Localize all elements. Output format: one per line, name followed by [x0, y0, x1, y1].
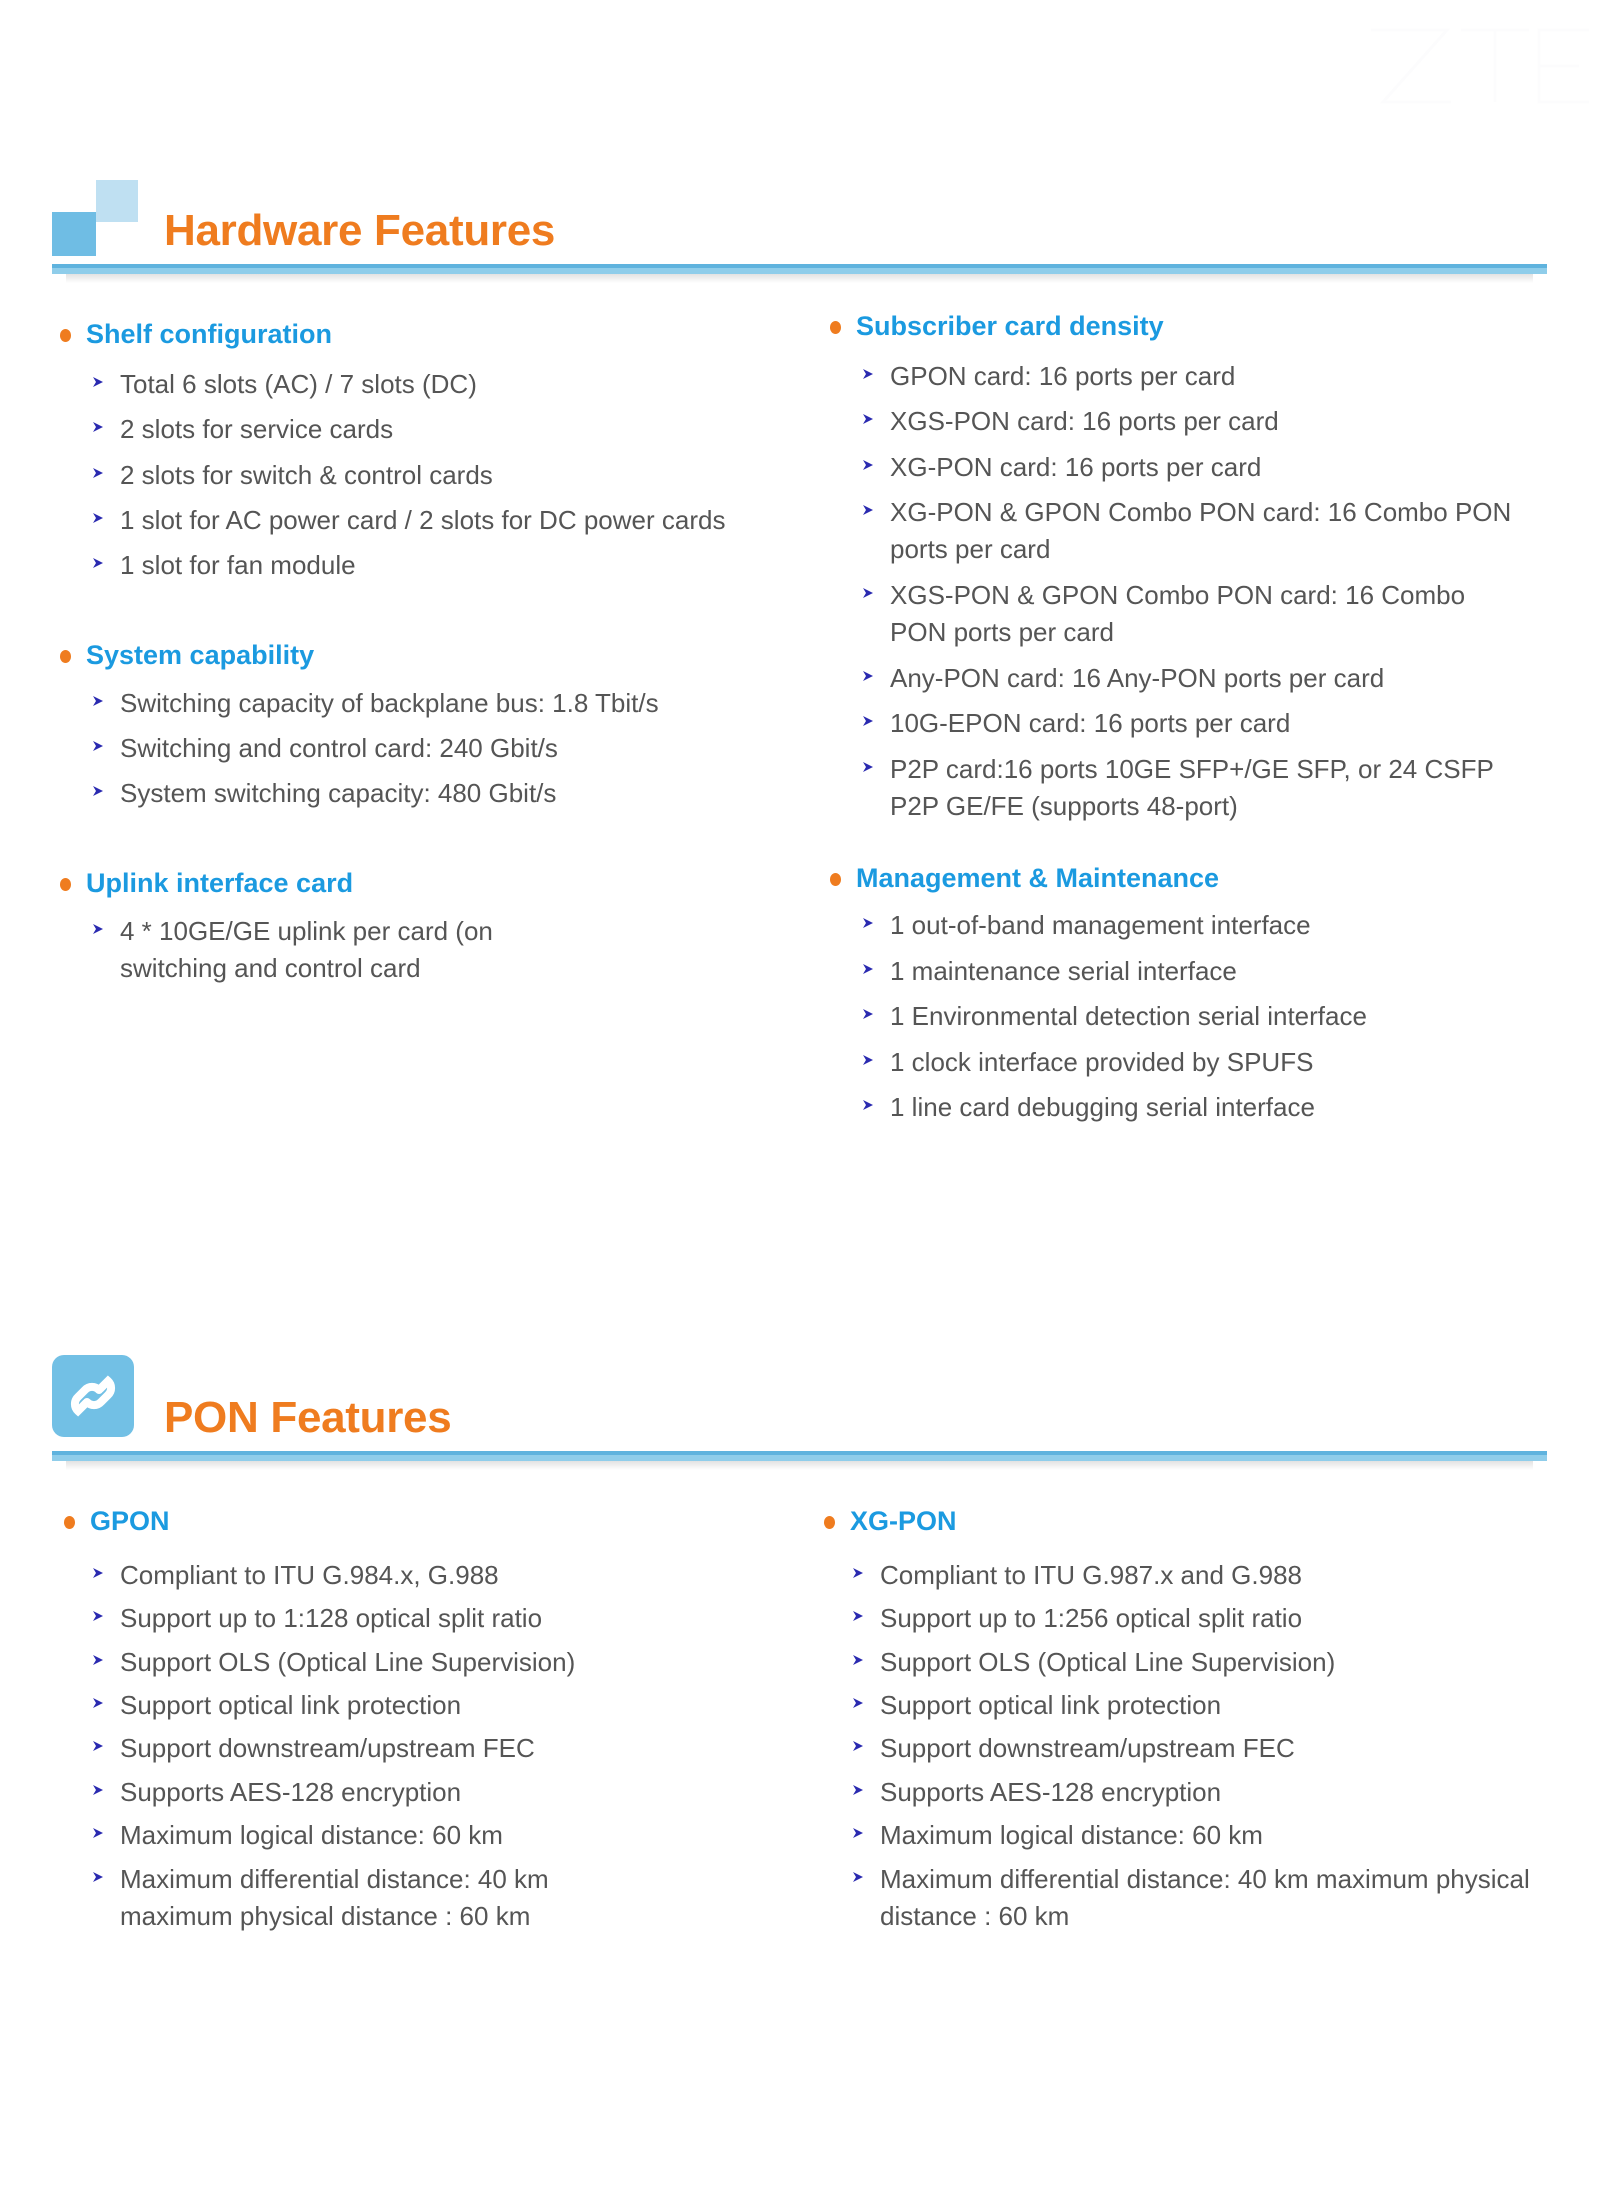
- list-item: [822, 577, 1547, 652]
- orange-bullet-icon: [824, 1516, 835, 1529]
- list-item: [52, 913, 842, 988]
- arrow-bullet-icon: [90, 783, 106, 799]
- list-item: [52, 685, 842, 722]
- column-left: [52, 320, 842, 987]
- list-item-text: Support downstream/upstream FEC: [120, 1733, 535, 1764]
- list-item-text: 1 slot for fan module: [120, 550, 356, 581]
- list-item: [822, 494, 1547, 569]
- arrow-bullet-icon: [90, 1782, 106, 1798]
- list-item-text: 10G-EPON card: 16 ports per card: [890, 708, 1291, 739]
- orange-bullet-icon: [60, 329, 71, 342]
- list-item-text: Supports AES-128 encryption: [880, 1776, 1222, 1807]
- list-item: [822, 907, 1547, 944]
- list-item-text: 1 slot for AC power card / 2 slots for DC power cards: [120, 505, 726, 535]
- list-item: [822, 705, 1547, 742]
- arrow-bullet-icon: [90, 693, 106, 709]
- arrow-bullet-icon: [850, 1869, 866, 1885]
- list-item: [52, 1644, 842, 1681]
- square-light: [96, 180, 138, 222]
- arrow-bullet-icon: [860, 713, 876, 729]
- list-item-text: Support optical link protection: [880, 1690, 1222, 1720]
- group-shelf-configuration: [52, 320, 842, 585]
- arrow-bullet-icon: [850, 1565, 866, 1581]
- list-item-text: Compliant to ITU G.984.x, G.988: [120, 1559, 499, 1590]
- list-item: [822, 358, 1547, 395]
- list-item: [52, 1557, 842, 1594]
- list-item: [52, 1817, 842, 1854]
- arrow-bullet-icon: [90, 1738, 106, 1754]
- orange-bullet-icon: [64, 1516, 75, 1529]
- list-item-text: 2 slots for service cards: [120, 414, 394, 445]
- list-item-text: Switching and control card: 240 Gbit/s: [120, 733, 558, 763]
- list-item: [52, 457, 842, 494]
- arrow-bullet-icon: [90, 419, 106, 435]
- section-header: [52, 168, 1547, 260]
- list-item: [52, 1774, 842, 1811]
- list-item: [52, 730, 842, 767]
- column-right: [822, 312, 1547, 1126]
- group-heading: [822, 864, 1547, 894]
- link-chain-icon: [52, 1355, 134, 1437]
- list-item-text: Maximum logical distance: 60 km: [880, 1820, 1263, 1851]
- group-heading-label: Uplink interface card: [86, 867, 354, 898]
- arrow-bullet-icon: [850, 1652, 866, 1668]
- arrow-bullet-icon: [850, 1738, 866, 1754]
- arrow-bullet-icon: [90, 1608, 106, 1624]
- list-item-text: Maximum logical distance: 60 km: [120, 1820, 503, 1851]
- list-item-text: Support up to 1:256 optical split ratio: [880, 1603, 1303, 1634]
- arrow-bullet-icon: [860, 1052, 876, 1068]
- section-title: PON Features: [164, 1393, 452, 1442]
- list-item-text: Supports AES-128 encryption: [120, 1776, 462, 1807]
- orange-bullet-icon: [60, 650, 71, 663]
- square-dark: [52, 212, 96, 256]
- group-heading: [52, 1507, 842, 1537]
- orange-bullet-icon: [830, 873, 841, 886]
- arrow-bullet-icon: [90, 1869, 106, 1885]
- list-item: [822, 403, 1547, 440]
- list-item-text: GPON card: 16 ports per card: [890, 360, 1236, 391]
- list-item: [52, 775, 842, 812]
- section-title: Hardware Features: [164, 206, 556, 255]
- arrow-bullet-icon: [90, 1565, 106, 1581]
- list-item-text: P2P card:16 ports 10GE SFP+/GE SFP, or 24 CSFP P2P GE/FE (supports 48-port): [890, 753, 1494, 822]
- list-item: [52, 1687, 842, 1724]
- zte-watermark-logo: [1343, 6, 1593, 126]
- list-item: [812, 1644, 1547, 1681]
- list-item-text: 1 clock interface provided by SPUFS: [890, 1046, 1314, 1077]
- group-heading-label: GPON: [90, 1506, 170, 1536]
- list-item: [822, 449, 1547, 486]
- item-list: [822, 907, 1547, 1126]
- arrow-bullet-icon: [860, 411, 876, 427]
- list-item-text: 1 out-of-band management interface: [890, 910, 1311, 941]
- item-list: [52, 1557, 842, 1936]
- squares-logo-icon: [52, 180, 138, 256]
- list-item-text: Maximum differential distance: 40 km maximum physical distance : 60 km: [120, 1863, 549, 1932]
- list-item: [812, 1730, 1547, 1767]
- list-item: [812, 1817, 1547, 1854]
- arrow-bullet-icon: [90, 374, 106, 390]
- list-item-text: Compliant to ITU G.987.x and G.988: [880, 1559, 1302, 1590]
- list-item: [812, 1861, 1547, 1936]
- list-item: [822, 1044, 1547, 1081]
- list-item: [52, 411, 842, 448]
- arrow-bullet-icon: [860, 1006, 876, 1022]
- arrow-bullet-icon: [90, 1825, 106, 1841]
- group-management-maintenance: [822, 864, 1547, 1127]
- list-item: [822, 660, 1547, 697]
- list-item-text: 1 Environmental detection serial interface: [890, 1001, 1367, 1032]
- arrow-bullet-icon: [860, 915, 876, 931]
- arrow-bullet-icon: [860, 457, 876, 473]
- arrow-bullet-icon: [860, 502, 876, 518]
- list-item-text: 4 * 10GE/GE uplink per card (on switching and control card: [120, 915, 493, 983]
- arrow-bullet-icon: [860, 668, 876, 684]
- list-item: [52, 366, 842, 403]
- list-item: [52, 1730, 842, 1767]
- column-right: [812, 1507, 1547, 1936]
- section-pon-features: [52, 1355, 1547, 2025]
- group-heading-label: Management & Maintenance: [856, 862, 1220, 893]
- section-header: [52, 1355, 1547, 1447]
- list-item: [822, 998, 1547, 1035]
- section-divider: [52, 264, 1547, 278]
- arrow-bullet-icon: [90, 738, 106, 754]
- orange-bullet-icon: [60, 878, 71, 891]
- item-list: [822, 358, 1547, 826]
- list-item-text: Support downstream/upstream FEC: [880, 1733, 1295, 1764]
- list-item: [52, 547, 842, 584]
- item-list: [812, 1557, 1547, 1936]
- list-item-text: XGS-PON card: 16 ports per card: [890, 406, 1279, 437]
- list-item-text: 1 maintenance serial interface: [890, 955, 1237, 986]
- arrow-bullet-icon: [90, 510, 106, 526]
- list-item-text: 2 slots for switch & control cards: [120, 459, 493, 490]
- list-item-text: Support OLS (Optical Line Supervision): [120, 1646, 576, 1677]
- item-list: [52, 685, 842, 813]
- list-item: [812, 1687, 1547, 1724]
- arrow-bullet-icon: [850, 1825, 866, 1841]
- section-hardware-features: [52, 168, 1547, 1122]
- column-left: [52, 1507, 842, 1936]
- group-system-capability: [52, 641, 842, 813]
- arrow-bullet-icon: [90, 1695, 106, 1711]
- list-item-text: XGS-PON & GPON Combo PON card: 16 Combo PON ports per card: [890, 579, 1466, 648]
- group-heading: [812, 1507, 1547, 1537]
- list-item-text: Support optical link protection: [120, 1690, 462, 1720]
- arrow-bullet-icon: [860, 759, 876, 775]
- list-item-text: Any-PON card: 16 Any-PON ports per card: [890, 662, 1385, 693]
- arrow-bullet-icon: [90, 555, 106, 571]
- list-item: [822, 1089, 1547, 1126]
- group-heading: [52, 320, 842, 350]
- arrow-bullet-icon: [850, 1782, 866, 1798]
- list-item: [52, 502, 842, 539]
- list-item: [822, 953, 1547, 990]
- arrow-bullet-icon: [90, 465, 106, 481]
- list-item-text: Support up to 1:128 optical split ratio: [120, 1603, 543, 1634]
- group-subscriber-card-density: [822, 312, 1547, 826]
- section-columns: [52, 278, 1547, 1122]
- arrow-bullet-icon: [860, 366, 876, 382]
- list-item: [812, 1600, 1547, 1637]
- arrow-bullet-icon: [860, 585, 876, 601]
- arrow-bullet-icon: [850, 1608, 866, 1624]
- list-item: [52, 1600, 842, 1637]
- list-item-text: Maximum differential distance: 40 km maximum physical distance : 60 km: [880, 1863, 1530, 1932]
- list-item-text: Total 6 slots (AC) / 7 slots (DC): [120, 368, 477, 399]
- item-list: [52, 366, 842, 585]
- arrow-bullet-icon: [90, 921, 106, 937]
- list-item-text: Support OLS (Optical Line Supervision): [880, 1646, 1336, 1677]
- group-heading-label: XG-PON: [850, 1506, 957, 1536]
- section-divider: [52, 1451, 1547, 1465]
- group-heading: [822, 312, 1547, 342]
- list-item: [812, 1774, 1547, 1811]
- item-list: [52, 913, 842, 988]
- group-xg-pon: [812, 1507, 1547, 1936]
- list-item: [52, 1861, 842, 1936]
- arrow-bullet-icon: [860, 1097, 876, 1113]
- arrow-bullet-icon: [850, 1695, 866, 1711]
- group-gpon: [52, 1507, 842, 1936]
- list-item-text: Switching capacity of backplane bus: 1.8 Tbit/s: [120, 687, 659, 718]
- list-item-text: System switching capacity: 480 Gbit/s: [120, 778, 557, 809]
- group-heading: [52, 869, 842, 899]
- group-heading-label: Shelf configuration: [86, 319, 332, 349]
- list-item-text: 1 line card debugging serial interface: [890, 1091, 1315, 1122]
- list-item: [812, 1557, 1547, 1594]
- list-item-text: XG-PON card: 16 ports per card: [890, 451, 1262, 482]
- group-uplink-interface-card: [52, 869, 842, 988]
- group-heading-label: Subscriber card density: [856, 311, 1164, 341]
- section-columns: [52, 1465, 1547, 2025]
- group-heading-label: System capability: [86, 639, 315, 670]
- list-item: [822, 751, 1547, 826]
- arrow-bullet-icon: [90, 1652, 106, 1668]
- list-item-text: XG-PON & GPON Combo PON card: 16 Combo PON ports per card: [890, 497, 1512, 565]
- group-heading: [52, 641, 842, 671]
- orange-bullet-icon: [830, 321, 841, 334]
- arrow-bullet-icon: [860, 961, 876, 977]
